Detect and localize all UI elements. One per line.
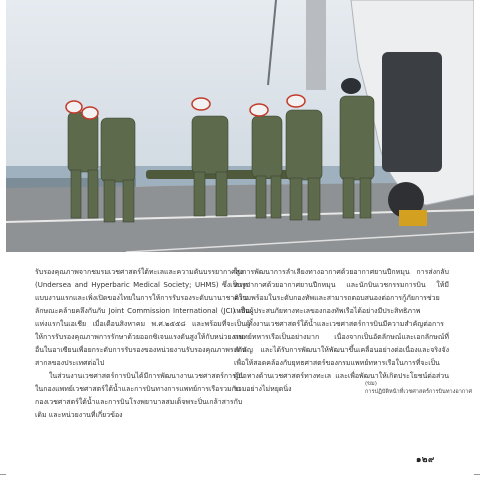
photo-credit <box>365 380 472 396</box>
credit-line-2: การปฏิบัติหน้าที่เวชศาสตร์การบินทางอากาศ <box>365 389 472 395</box>
helicopter-deck-scene <box>6 0 474 252</box>
article-column-right <box>234 266 449 396</box>
crop-mark <box>474 474 480 475</box>
article-paragraph: ในส่วนงานเวชศาสตร์การบินได้มีการพัฒนางานเวชศาสตร์การบินในกองแพทย์เวชศาสตร์ใต้น้ำและการบินทางการแพทย์การเรือรวมกับกองเวชศาสตร์ใต้น้ำและการบินโรงพยาบาลสมเด็จพระปิ่นเกล้าสารกับเดิม และหน่วยงานที่เกี่ยวข้อง <box>35 372 246 419</box>
article-paragraph: รับรองคุณภาพจากชมรมเวชศาสตร์ใต้ทะเลและความดันบรรยากาศสูง (Undersea and Hyperbaric Medical Society; UHMS) ซึ่งเป็นรูปแบบงานแรกและเพิ่งเปิดของไทยในการให้การรับรองระดับนานาชาติในลักษณะคล้ายคลึงกันกับ Joint Commission International (JCI) เป็นแห่งแรกในเอเชีย เมื่อเดือนสิงหาคม พ.ศ.๒๕๕๘ และพร้อมที่จะเป็นผู้ให้การรับรองคุณภาพการรักษาด้วยออกซิเจนแรงดันสูงให้กับหน่วยงานอื่นในอาเซียนเพื่อยกระดับการรับรองของหน่วยงานรับรองคุณภาพระดับสากลของประเทศต่อไป <box>35 268 250 367</box>
credit-line-1: (ขม) <box>365 381 377 387</box>
article-column-left <box>35 266 250 422</box>
article-paragraph: ในการพัฒนาการลำเลียงทางอากาศด้วยอากาศยานปีกหมุน การส่งกลับทางอากาศด้วยอากาศยานปีกหมุน และนักบินเวชกรรมการบิน ให้มีความพร้อมในระดับกองทัพและสามารถตอบสนองต่อการกู้ภัยการช่วยเหลือผู้ประสบภัยทางทะเลของกองทัพเรือได้อย่างมีประสิทธิภาพ <box>234 268 449 315</box>
feature-photo <box>6 0 474 252</box>
page-number: ๑๒๙ <box>416 455 435 465</box>
crop-mark <box>0 474 6 475</box>
article-paragraph: ทั้งงานเวชศาสตร์ใต้น้ำและเวชศาสตร์การบินมีความสำคัญต่อการแพทย์ทหารเรือเป็นอย่างมาก เนื่องจากเป็นอัตลักษณ์และเอกลักษณ์ที่สำคัญ และได้รับการพัฒนาให้พัฒนาขึ้นเคลื่อนอย่างต่อเนื่องและจริงจัง เพื่อให้สอดคล้องกับยุทธศาสตร์ของกรมแพทย์ทหารเรือในการที่จะเป็นผู้นำทางด้านเวชศาสตร์ทางทะเล และเพื่อพัฒนาให้เกิดประโยชน์ต่อส่วนรวมอย่างไม่หยุดนิ่ง <box>234 320 449 393</box>
